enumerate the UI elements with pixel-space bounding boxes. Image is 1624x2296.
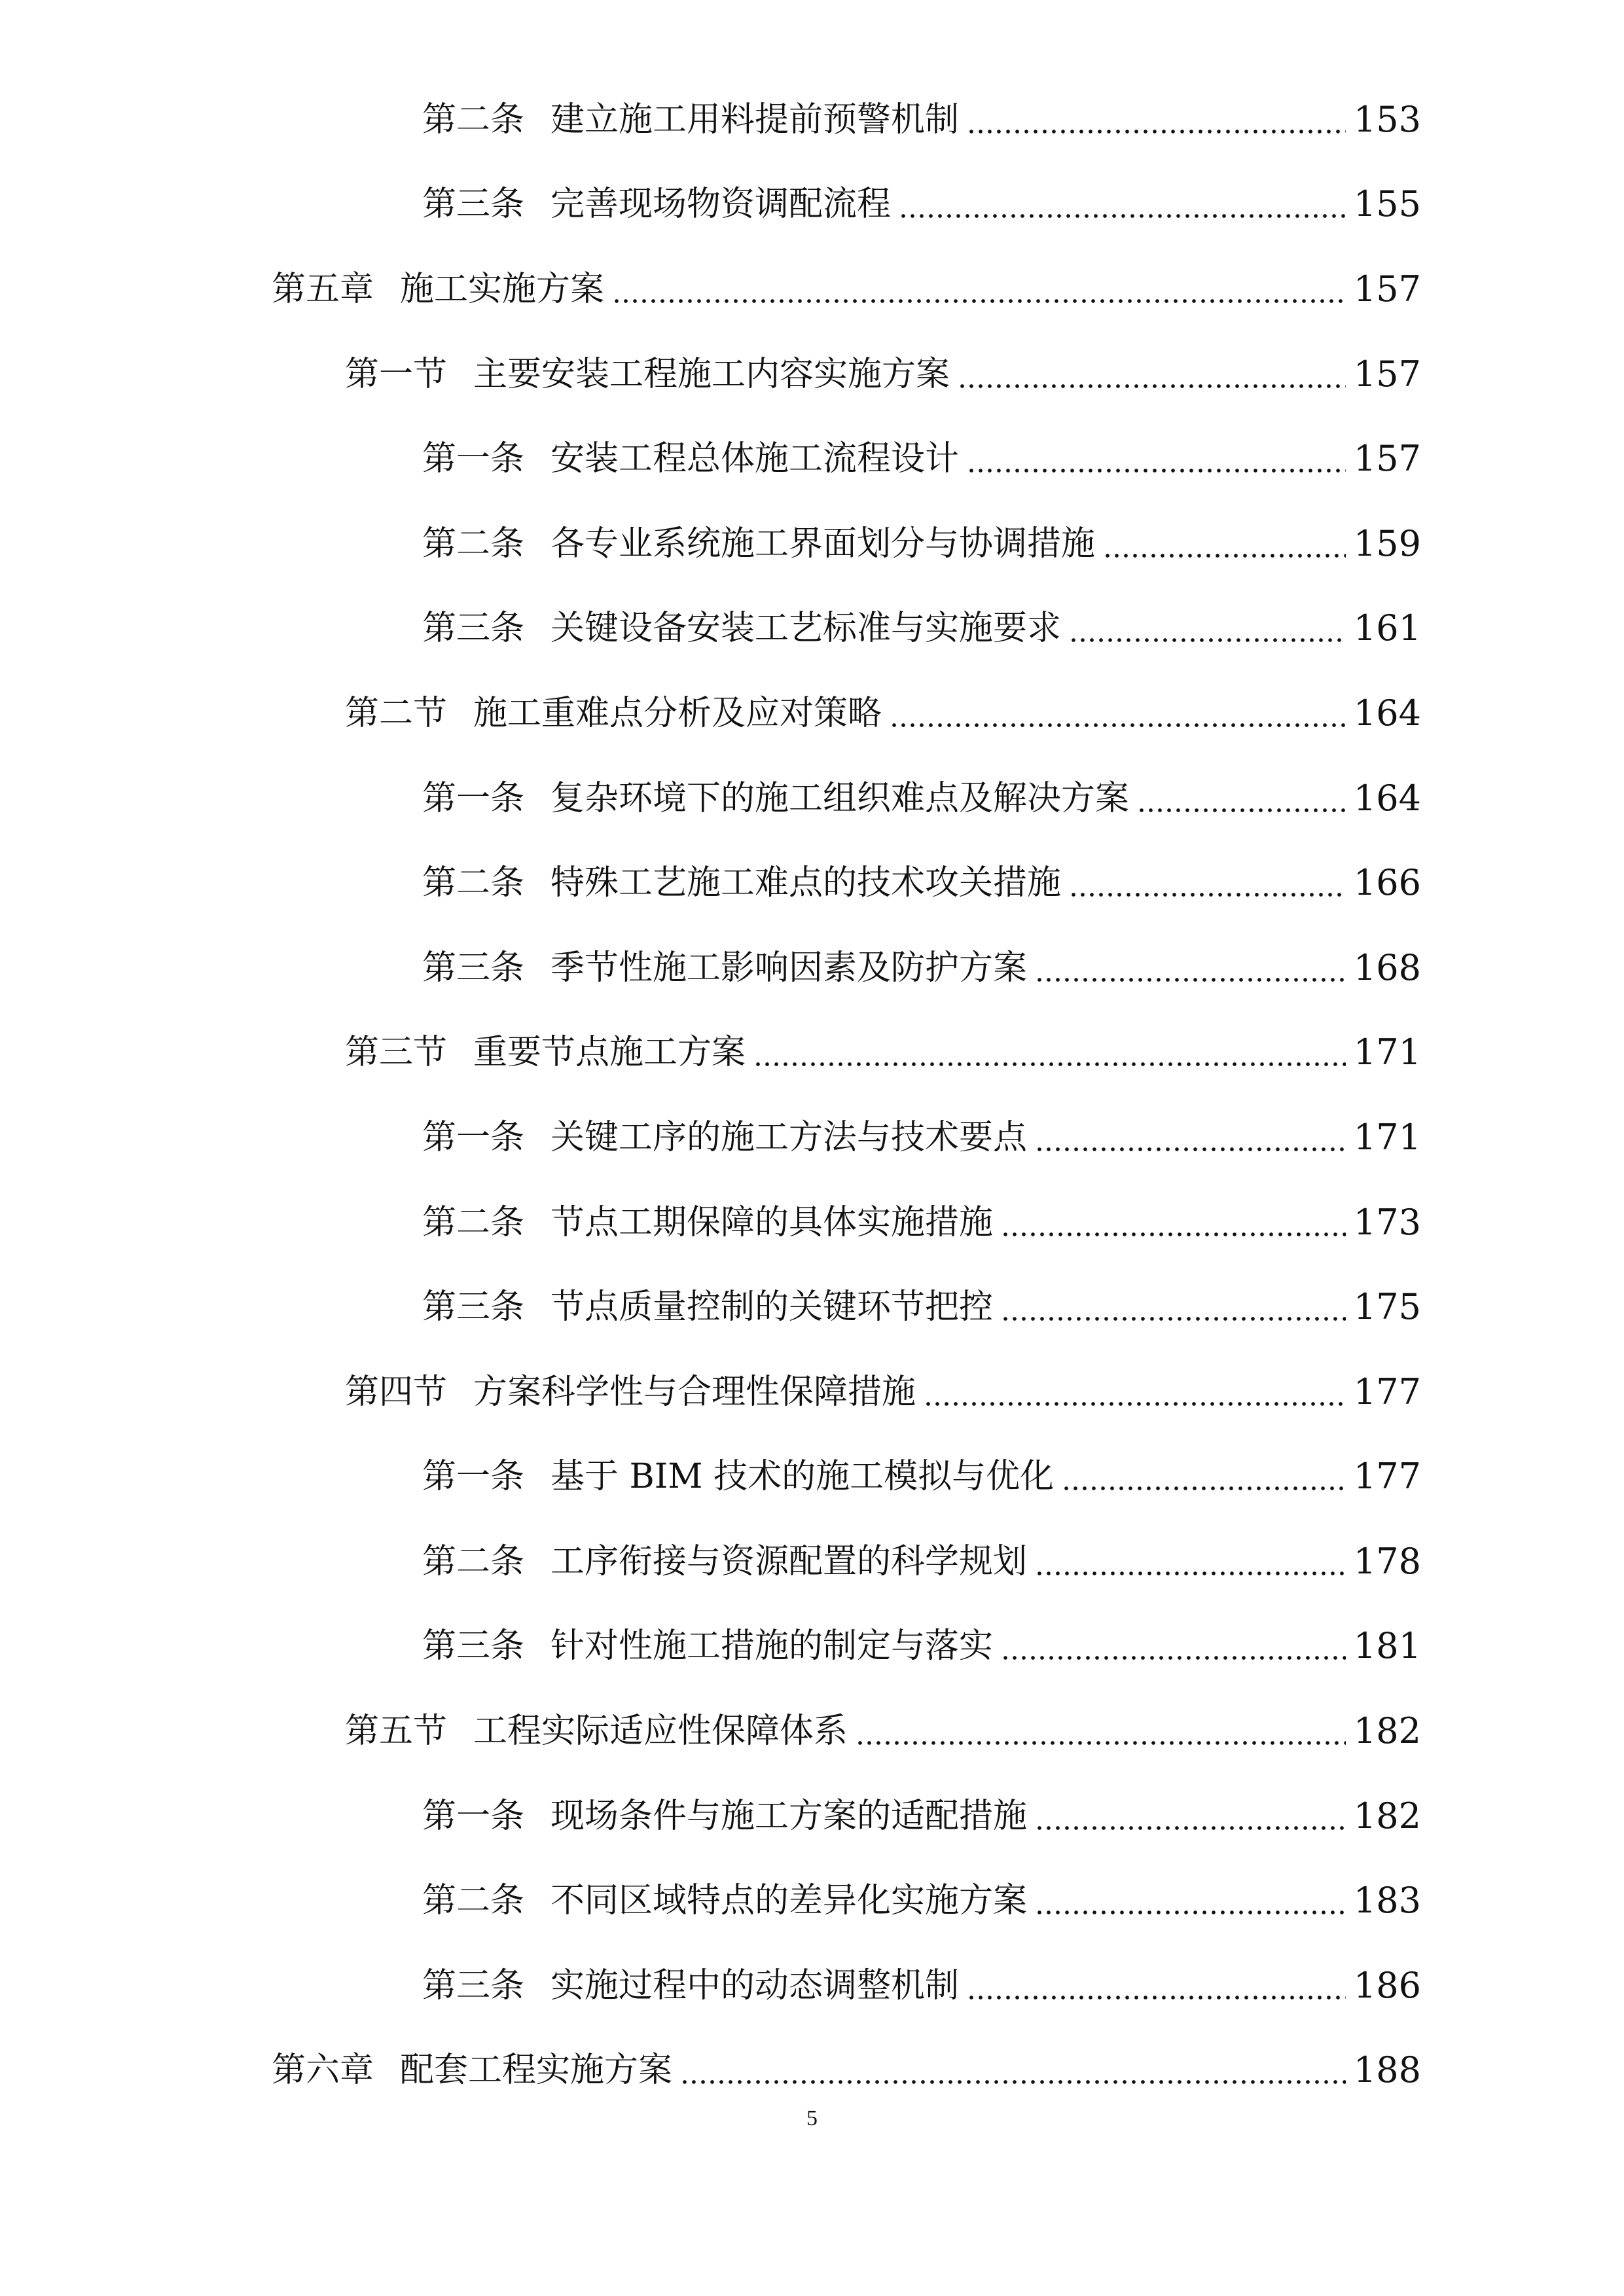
toc-entry-article[interactable] xyxy=(0,1774,1624,1859)
toc-entry-page-number: 161 xyxy=(1353,607,1421,649)
toc-entry-page-number: 168 xyxy=(1353,946,1421,988)
toc-entry-article[interactable] xyxy=(0,840,1624,925)
toc-entry-section[interactable] xyxy=(0,671,1624,756)
toc-entry-label: 第二节 xyxy=(345,693,448,733)
toc-dot-leader xyxy=(1035,977,1346,982)
toc-dot-leader xyxy=(1035,1147,1346,1152)
toc-entry-label: 第三节 xyxy=(345,1033,448,1073)
toc-entry-title: 季节性施工影响因素及防护方案 xyxy=(550,948,1028,988)
toc-dot-leader xyxy=(1062,1486,1346,1491)
toc-entry-page-number: 173 xyxy=(1353,1201,1421,1243)
toc-dot-leader xyxy=(1035,1571,1346,1576)
toc-entry-label: 第二条 xyxy=(422,1202,525,1242)
toc-dot-leader xyxy=(890,723,1346,728)
toc-entry-page-number: 153 xyxy=(1353,98,1421,140)
toc-entry-label: 第二条 xyxy=(422,99,525,139)
toc-entry-label: 第三条 xyxy=(422,185,525,224)
toc-entry-title: 配套工程实施方案 xyxy=(400,2051,673,2090)
toc-entry-title: 针对性施工措施的制定与落实 xyxy=(550,1626,994,1666)
toc-entry-label: 第三条 xyxy=(422,609,525,649)
toc-entry-title: 基于 BIM 技术的施工模拟与优化 xyxy=(550,1457,1055,1497)
toc-entry-page-number: 171 xyxy=(1353,1031,1421,1073)
toc-dot-leader xyxy=(1001,1232,1346,1237)
toc-entry-page-number: 175 xyxy=(1353,1286,1421,1328)
toc-entry-article[interactable] xyxy=(0,1604,1624,1689)
toc-entry-page-number: 177 xyxy=(1353,1371,1421,1412)
toc-entry-title: 节点质量控制的关键环节把控 xyxy=(550,1287,994,1327)
toc-entry-page-number: 186 xyxy=(1353,1964,1421,2006)
toc-dot-leader xyxy=(1103,553,1346,558)
toc-entry-article[interactable] xyxy=(0,925,1624,1011)
toc-entry-label: 第六章 xyxy=(272,2051,374,2090)
toc-entry-page-number: 183 xyxy=(1353,1880,1421,1922)
toc-dot-leader xyxy=(967,468,1346,473)
toc-entry-label: 第二条 xyxy=(422,863,525,903)
toc-entry-chapter[interactable] xyxy=(0,247,1624,332)
toc-entry-title: 工程实际适应性保障体系 xyxy=(473,1712,848,1751)
toc-entry-article[interactable] xyxy=(0,77,1624,162)
toc-dot-leader xyxy=(1069,637,1346,643)
toc-entry-label: 第一条 xyxy=(422,1457,525,1497)
toc-entry-chapter[interactable] xyxy=(0,2028,1624,2113)
toc-entry-label: 第一条 xyxy=(422,778,525,818)
toc-dot-leader xyxy=(1035,1910,1346,1915)
toc-entry-page-number: 178 xyxy=(1353,1540,1421,1582)
toc-entry-article[interactable] xyxy=(0,1180,1624,1265)
toc-dot-leader xyxy=(958,384,1346,389)
toc-entry-page-number: 188 xyxy=(1353,2049,1421,2091)
toc-entry-article[interactable] xyxy=(0,1265,1624,1350)
toc-entry-label: 第二条 xyxy=(422,1541,525,1581)
toc-dot-leader xyxy=(680,2079,1346,2085)
toc-entry-article[interactable] xyxy=(0,416,1624,501)
toc-entry-page-number: 181 xyxy=(1353,1625,1421,1667)
toc-entry-page-number: 157 xyxy=(1353,353,1421,395)
toc-dot-leader xyxy=(899,213,1346,219)
toc-entry-title: 特殊工艺施工难点的技术攻关措施 xyxy=(550,863,1062,903)
toc-entry-page-number: 159 xyxy=(1353,522,1421,564)
page-number: 5 xyxy=(806,2106,818,2130)
toc-entry-section[interactable] xyxy=(0,1011,1624,1096)
toc-entry-label: 第二条 xyxy=(422,524,525,564)
toc-entry-page-number: 164 xyxy=(1353,777,1421,819)
toc-entry-title: 完善现场物资调配流程 xyxy=(550,185,892,224)
toc-entry-label: 第三条 xyxy=(422,948,525,988)
toc-entry-article[interactable] xyxy=(0,1435,1624,1520)
toc-dot-leader xyxy=(612,298,1346,304)
toc-entry-label: 第一条 xyxy=(422,1796,525,1836)
toc-entry-article[interactable] xyxy=(0,756,1624,841)
toc-entry-label: 第二条 xyxy=(422,1881,525,1921)
toc-dot-leader xyxy=(753,1062,1346,1067)
toc-entry-title: 不同区域特点的差异化实施方案 xyxy=(550,1881,1028,1921)
toc-entry-article[interactable] xyxy=(0,1943,1624,2028)
table-of-contents xyxy=(0,77,1624,2113)
toc-entry-title: 现场条件与施工方案的适配措施 xyxy=(550,1796,1028,1836)
toc-entry-section[interactable] xyxy=(0,1350,1624,1435)
toc-entry-title: 安装工程总体施工流程设计 xyxy=(550,439,960,479)
toc-entry-section[interactable] xyxy=(0,1689,1624,1774)
toc-entry-label: 第一条 xyxy=(422,439,525,479)
toc-dot-leader xyxy=(967,129,1346,134)
toc-entry-article[interactable] xyxy=(0,162,1624,247)
toc-entry-title: 施工重难点分析及应对策略 xyxy=(473,693,882,733)
toc-entry-title: 关键设备安装工艺标准与实施要求 xyxy=(550,609,1062,649)
toc-entry-label: 第三条 xyxy=(422,1626,525,1666)
toc-entry-label: 第三条 xyxy=(422,1965,525,2005)
toc-entry-title: 建立施工用料提前预警机制 xyxy=(550,99,960,139)
toc-dot-leader xyxy=(1035,1825,1346,1831)
toc-entry-article[interactable] xyxy=(0,501,1624,586)
toc-entry-title: 施工实施方案 xyxy=(400,269,605,309)
toc-entry-title: 方案科学性与合理性保障措施 xyxy=(473,1372,916,1412)
toc-entry-title: 主要安装工程施工内容实施方案 xyxy=(473,354,950,394)
toc-dot-leader xyxy=(1137,808,1346,813)
toc-dot-leader xyxy=(1069,892,1346,897)
toc-entry-label: 第四节 xyxy=(345,1372,448,1412)
toc-entry-label: 第五节 xyxy=(345,1712,448,1751)
toc-entry-page-number: 166 xyxy=(1353,862,1421,904)
toc-entry-page-number: 182 xyxy=(1353,1795,1421,1837)
toc-entry-title: 关键工序的施工方法与技术要点 xyxy=(550,1117,1028,1157)
toc-entry-title: 工序衔接与资源配置的科学规划 xyxy=(550,1541,1028,1581)
toc-entry-page-number: 182 xyxy=(1353,1710,1421,1752)
toc-entry-title: 重要节点施工方案 xyxy=(473,1033,746,1073)
toc-entry-label: 第一条 xyxy=(422,1117,525,1157)
toc-entry-page-number: 157 xyxy=(1353,438,1421,480)
toc-entry-section[interactable] xyxy=(0,332,1624,417)
toc-entry-title: 各专业系统施工界面划分与协调措施 xyxy=(550,524,1096,564)
toc-entry-page-number: 177 xyxy=(1353,1456,1421,1498)
toc-entry-page-number: 171 xyxy=(1353,1116,1421,1158)
toc-entry-page-number: 157 xyxy=(1353,268,1421,310)
toc-entry-article[interactable] xyxy=(0,586,1624,672)
toc-entry-article[interactable] xyxy=(0,1519,1624,1604)
toc-entry-title: 节点工期保障的具体实施措施 xyxy=(550,1202,994,1242)
toc-entry-article[interactable] xyxy=(0,1095,1624,1180)
toc-dot-leader xyxy=(967,1995,1346,2000)
toc-dot-leader xyxy=(856,1740,1346,1746)
toc-dot-leader xyxy=(1001,1316,1346,1321)
toc-entry-label: 第一节 xyxy=(345,354,448,394)
toc-entry-article[interactable] xyxy=(0,1858,1624,1943)
toc-dot-leader xyxy=(924,1401,1346,1407)
toc-dot-leader xyxy=(1001,1655,1346,1660)
toc-entry-title: 实施过程中的动态调整机制 xyxy=(550,1965,960,2005)
toc-entry-title: 复杂环境下的施工组织难点及解决方案 xyxy=(550,778,1130,818)
toc-entry-label: 第五章 xyxy=(272,269,374,309)
toc-entry-page-number: 164 xyxy=(1353,692,1421,734)
toc-entry-page-number: 155 xyxy=(1353,183,1421,225)
toc-entry-label: 第三条 xyxy=(422,1287,525,1327)
